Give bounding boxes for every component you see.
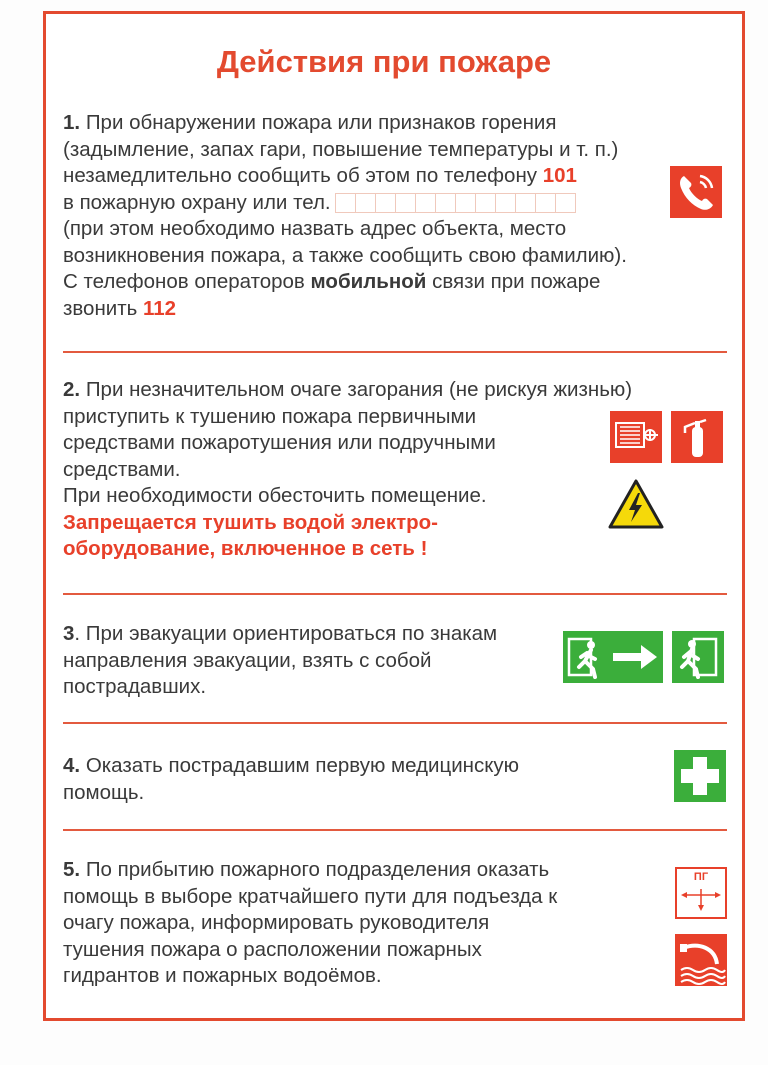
fire-phone-number: 101	[542, 164, 577, 187]
warning-text: Запрещается тушить водой электро-	[63, 510, 438, 534]
electrical-hazard-icon	[607, 478, 665, 530]
evacuation-exit-icon	[672, 631, 724, 683]
section-5: 5. По прибытию пожарного подразделения оказать помощь в выборе кратчайшего пути для подъезда к очагу пожара, информировать руководителя тушения пожара о расположении пожарных гидрантов и пожарных водоёмов.	[63, 858, 558, 987]
section-number: 4.	[63, 754, 81, 777]
section-number: 5.	[63, 858, 81, 881]
section-number: 1.	[63, 111, 81, 134]
section-divider	[63, 722, 727, 724]
warning-text: оборудование, включенное в сеть !	[63, 537, 428, 560]
section-4: 4. Оказать пострадавшим первую медицинскую помощь.	[63, 754, 520, 804]
fire-extinguisher-icon	[671, 411, 723, 463]
fire-hose-icon	[610, 411, 662, 463]
page-title: Действия при пожаре	[216, 44, 552, 79]
hydrant-sign-label: ПГ	[693, 871, 709, 883]
mobile-phone-number: 112	[143, 296, 177, 320]
phone-number-field	[335, 190, 575, 217]
section-2: 2. При незначительном очаге загорания (не рискуя жизнью) приступить к тушению пожара первичными средствами пожаротушения или подручными средствами. При необходимости обесточить помещение. Запрещается тушить водой электро- оборудование, включенное в сеть !	[63, 377, 632, 563]
fire-hydrant-sign	[675, 867, 727, 919]
section-divider	[63, 593, 727, 595]
section-3: 3. При эвакуации ориентироваться по знакам направления эвакуации, взять с собой пострадавших.	[63, 622, 498, 698]
hydrant-arrows-icon	[677, 869, 725, 917]
section-number: 3	[63, 622, 75, 645]
evacuation-exit-arrow-sign	[563, 631, 663, 683]
section-divider	[63, 351, 727, 353]
section-1: 1. При обнаружении пожара или признаков горения (задымление, запах гари, повышение температуры и т. п.) незамедлительно сообщить об этом по телефону 101 в пожарную охрану или тел. (при этом необходимо назвать адрес объекта, место возникновения пожара, а также сообщить свою фамилию). С телефонов операторов мобильной связи при пожаре звонить 112	[63, 111, 627, 320]
phone-icon	[670, 166, 722, 218]
water-reservoir-icon	[675, 934, 727, 986]
section-number: 2.	[63, 378, 81, 401]
section-divider	[63, 829, 727, 831]
first-aid-icon	[674, 750, 726, 802]
